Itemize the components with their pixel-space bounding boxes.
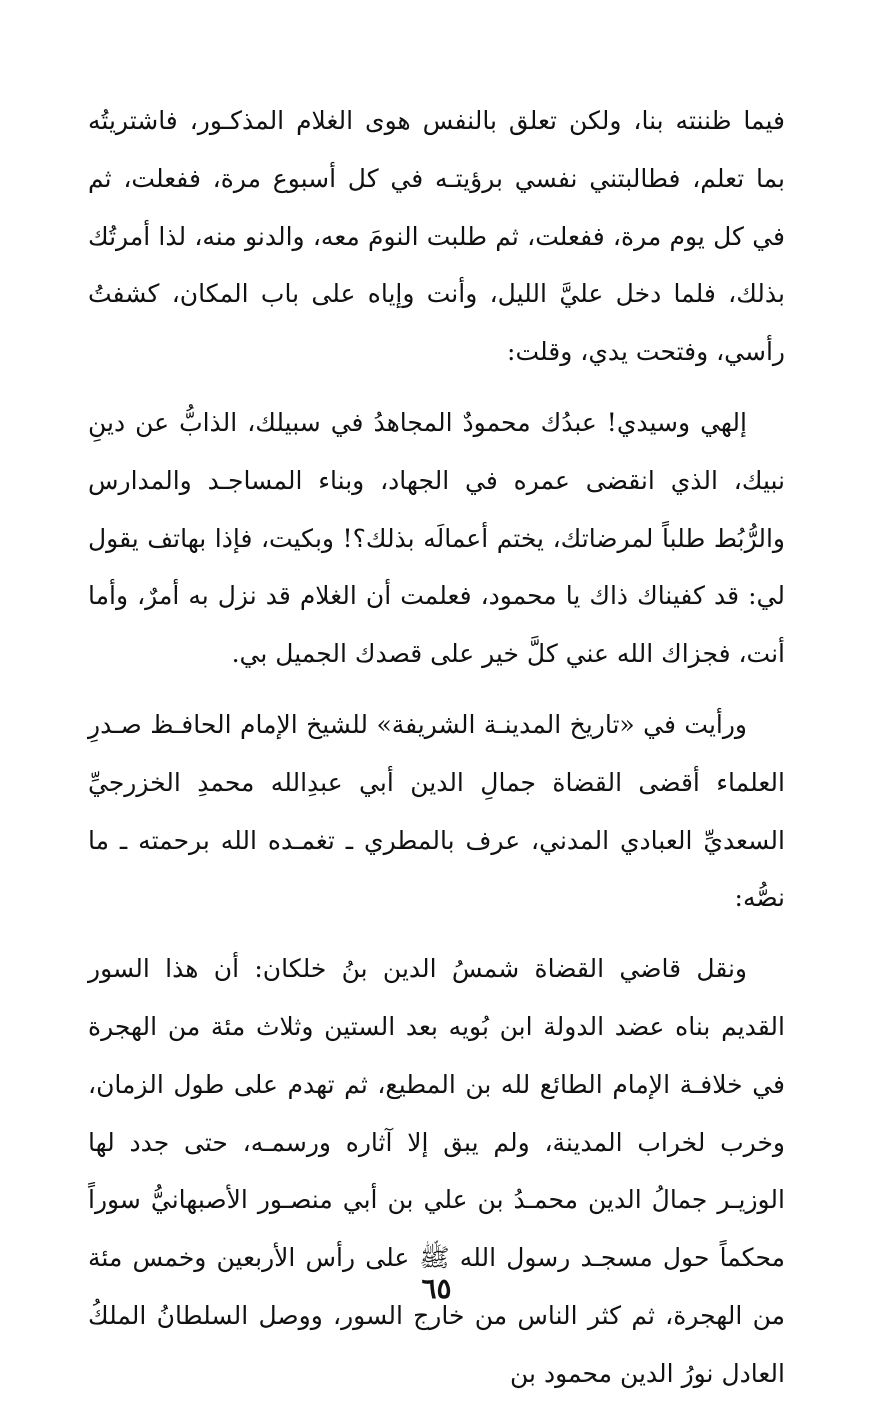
paragraph-continuation: فيما ظننته بنا، ولكن تعلق بالنفس هوى الغلام المذكـور، فاشتريتُه بما تعلم، فطالبتني نفسي برؤيتـه في كل أسبوع مرة، ففعلت، ثم في كل يوم مرة، ففعلت، ثم طلبت النومَ معه، والدنو منه، لذا أمرتُك بذلك، فلما دخل عليَّ الليل، وأنت وإياه على باب المكان، كشفتُ رأسي، وفتحت يدي، وقلت: bbox=[88, 106, 785, 367]
paragraph-prayer: إلهي وسيدي! عبدُك محمودٌ المجاهدُ في سبيلك، الذابُّ عن دينِ نبيك، الذي انقضى عمره في الجهاد، وبناء المساجـد والمدارس والرُّبُط طلباً لمرضاتك، يختم أعمالَه بذلك؟! وبكيت، فإذا بهاتف يقول لي: قد كفيناك ذاك يا محمود، فعلمت أن الغلام قد نزل به أمرٌ، وأما أنت، فجزاك الله عني كلَّ خير على قصدك الجميل بي. bbox=[88, 407, 785, 669]
body-text bbox=[88, 92, 785, 1403]
paragraph-citation: ورأيت في «تاريخ المدينـة الشريفة» للشيخ الإمام الحافـظ صـدرِ العلماء أقضى القضاة جمالِ الدين أبي عبدِالله محمدِ الخزرجيِّ السعديِّ العبادي المدني، عرف بالمطري ـ تغمـده الله برحمته ـ ما نصُّه: bbox=[88, 709, 785, 913]
page-number: ٦٥ bbox=[421, 1272, 452, 1305]
paragraph-quote: ونقل قاضي القضاة شمسُ الدين بنُ خلكان: أن هذا السور القديم بناه عضد الدولة ابن بُويه بعد الستين وثلاث مئة من الهجرة في خلافـة الإمام الطائع لله بن المطيع، ثم تهدم على طول الزمان، وخرب لخراب المدينة، ولم يبق إلا آثاره ورسمـه، حتى جدد لها الوزيـر جمالُ الدين محمـدُ بن علي بن أبي منصـور الأصبهانيُّ سوراً محكماً حول مسجـد رسول الله ﷺ على رأس الأربعين وخمس مئة من الهجرة، ثم كثر الناس من خارج السور، ووصل السلطانُ الملكُ العادل نورُ الدين محمود بن bbox=[88, 954, 785, 1388]
